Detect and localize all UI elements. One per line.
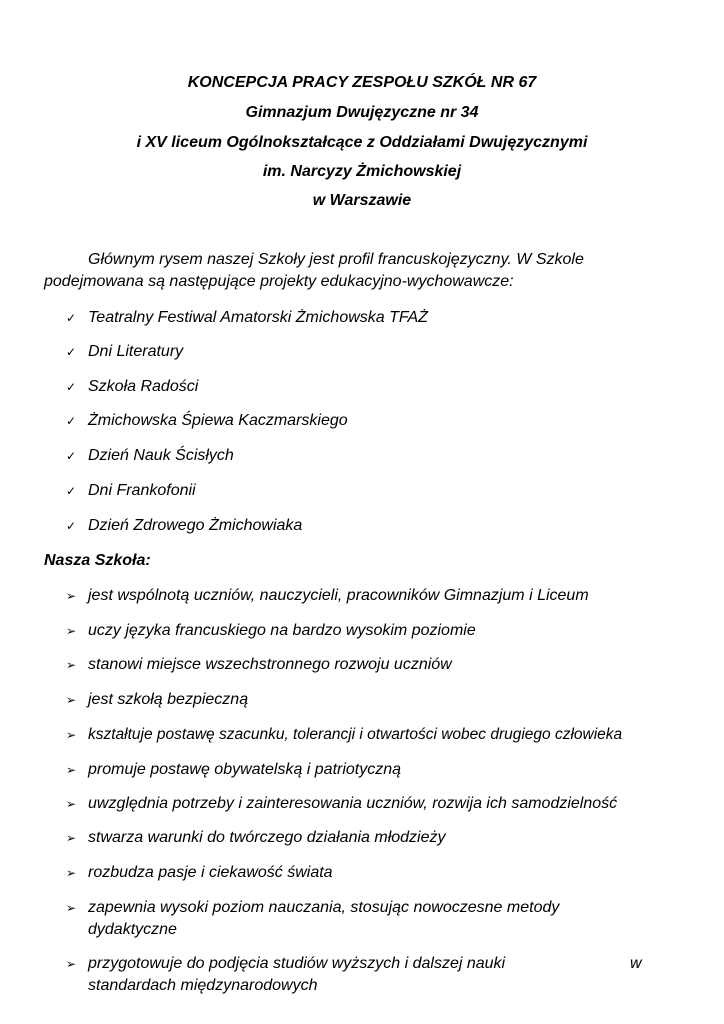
arrow-bullet-icon: ➢	[66, 728, 77, 742]
arrow-bullet-icon: ➢	[66, 693, 77, 707]
project-item: Szkoła Radości	[88, 378, 199, 395]
arrow-bullet-icon: ➢	[66, 957, 77, 971]
check-icon: ✓	[66, 519, 77, 533]
arrow-bullet-icon: ➢	[66, 624, 77, 638]
check-icon: ✓	[66, 380, 77, 394]
school-item: uczy języka francuskiego na bardzo wysokim poziomie	[88, 622, 476, 639]
school-item: kształtuje postawę szacunku, tolerancji i otwartości wobec drugiego człowieka	[88, 726, 623, 743]
check-icon: ✓	[66, 311, 77, 325]
school-item: rozbudza pasje i ciekawość świata	[88, 864, 333, 881]
school-item-tail: w	[630, 955, 642, 972]
school-item: uwzględnia potrzeby i zainteresowania uczniów, rozwija ich samodzielność	[88, 795, 618, 812]
school-item-line-1: przygotowuje do podjęcia studiów wyższych i dalszej nauki	[88, 955, 506, 972]
project-item: Dzień Nauk Ścisłych	[88, 447, 234, 464]
arrow-bullet-icon: ➢	[66, 866, 77, 880]
arrow-bullet-icon: ➢	[66, 797, 77, 811]
arrow-bullet-icon: ➢	[66, 763, 77, 777]
school-item-line-2: standardach międzynarodowych	[88, 977, 318, 994]
intro-line-1	[44, 249, 664, 271]
arrow-bullet-icon: ➢	[66, 658, 77, 672]
project-item: Dni Literatury	[88, 343, 184, 360]
intro-line-2: podejmowana są następujące projekty edukacyjno-wychowawcze:	[44, 273, 514, 290]
title-line-2: Gimnazjum Dwujęzyczne nr 34	[245, 104, 479, 121]
school-item-line-2: dydaktyczne	[88, 921, 177, 938]
check-icon: ✓	[66, 345, 77, 359]
project-item: Żmichowska Śpiewa Kaczmarskiego	[88, 412, 348, 429]
project-item: Dni Frankofonii	[88, 482, 196, 499]
project-item: Teatralny Festiwal Amatorski Żmichowska TFAŻ	[88, 309, 428, 326]
school-item: jest szkołą bezpieczną	[88, 691, 249, 708]
school-item-line-1: zapewnia wysoki poziom nauczania, stosując nowoczesne metody	[88, 899, 560, 916]
section-title: Nasza Szkoła:	[44, 552, 151, 569]
title-line-4: im. Narcyzy Żmichowskiej	[262, 163, 462, 180]
school-item: promuje postawę obywatelską i patriotyczną	[88, 761, 402, 778]
school-item: stanowi miejsce wszechstronnego rozwoju uczniów	[88, 656, 452, 673]
arrow-bullet-icon: ➢	[66, 901, 77, 915]
arrow-bullet-icon: ➢	[66, 589, 77, 603]
school-item: stwarza warunki do twórczego działania młodzieży	[88, 829, 446, 846]
title-line-1: KONCEPCJA PRACY ZESPOŁU SZKÓŁ NR 67	[187, 74, 537, 91]
title-line-5: w Warszawie	[312, 192, 412, 209]
school-item: jest wspólnotą uczniów, nauczycieli, pracowników Gimnazjum i Liceum	[88, 587, 589, 604]
intro-text-1: Głównym rysem naszej Szkoły jest profil francuskojęzyczny. W Szkole	[88, 251, 584, 268]
title-line-3: i XV liceum Ogólnokształcące z Oddziałami Dwujęzycznymi	[136, 134, 588, 151]
project-item: Dzień Zdrowego Żmichowiaka	[88, 517, 303, 534]
check-icon: ✓	[66, 449, 77, 463]
arrow-bullet-icon: ➢	[66, 831, 77, 845]
check-icon: ✓	[66, 484, 77, 498]
check-icon: ✓	[66, 414, 77, 428]
